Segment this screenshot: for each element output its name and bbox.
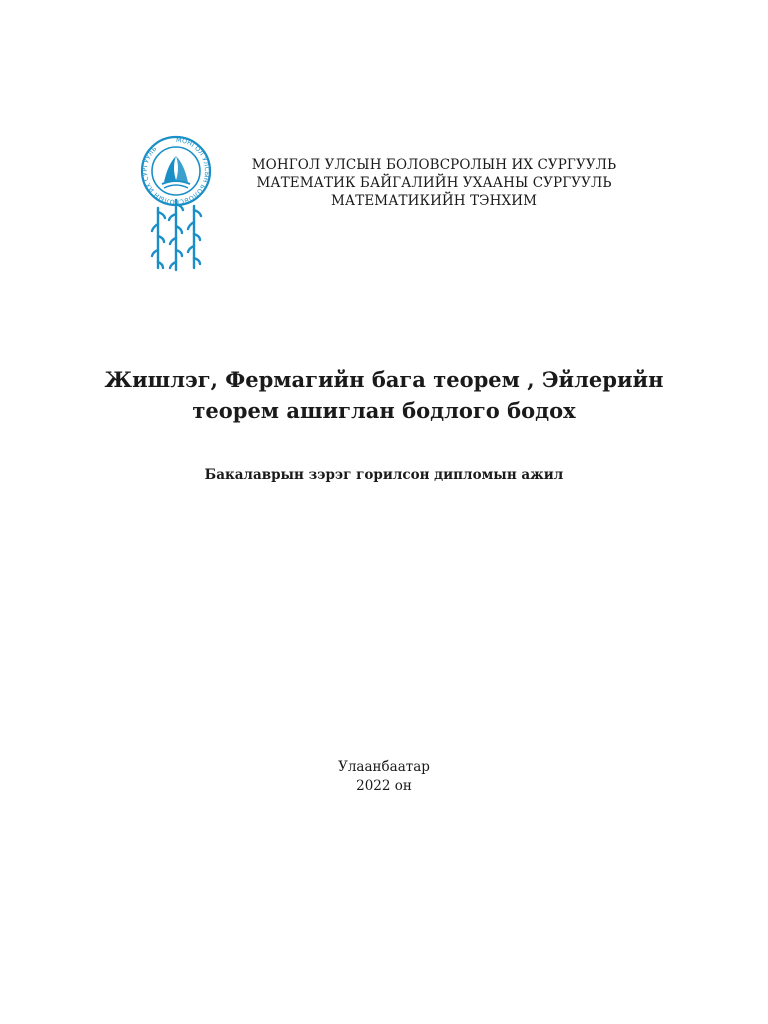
thesis-subtitle: Бакалаврын зэрэг горилсон дипломын ажил [204, 467, 564, 483]
footer [60, 758, 708, 796]
thesis-title-line-1: Жишлэг, Фермагийн бага теорем , Эйлерийн [104, 367, 664, 392]
thesis-title [60, 364, 708, 426]
year: 2022 он [356, 778, 412, 794]
city: Улаанбаатар [338, 759, 430, 775]
svg-text:МОНГОЛ УЛСЫН БОЛОВСРОЛЫН ИХ СУ: МОНГОЛ УЛСЫН БОЛОВСРОЛЫН ИХ СУРГУУЛЬ [141, 136, 211, 206]
university-emblem-icon [138, 134, 214, 274]
university-name: МОНГОЛ УЛСЫН БОЛОВСРОЛЫН ИХ СУРГУУЛЬ [251, 157, 617, 173]
school-name: МАТЕМАТИК БАЙГАЛИЙН УХААНЫ СУРГУУЛЬ [256, 175, 612, 191]
university-logo [138, 134, 214, 274]
department-name: МАТЕМАТИКИЙН ТЭНХИМ [330, 193, 537, 209]
thesis-title-line-2: теорем ашиглан бодлого бодох [192, 398, 576, 423]
institution-header [234, 156, 634, 210]
